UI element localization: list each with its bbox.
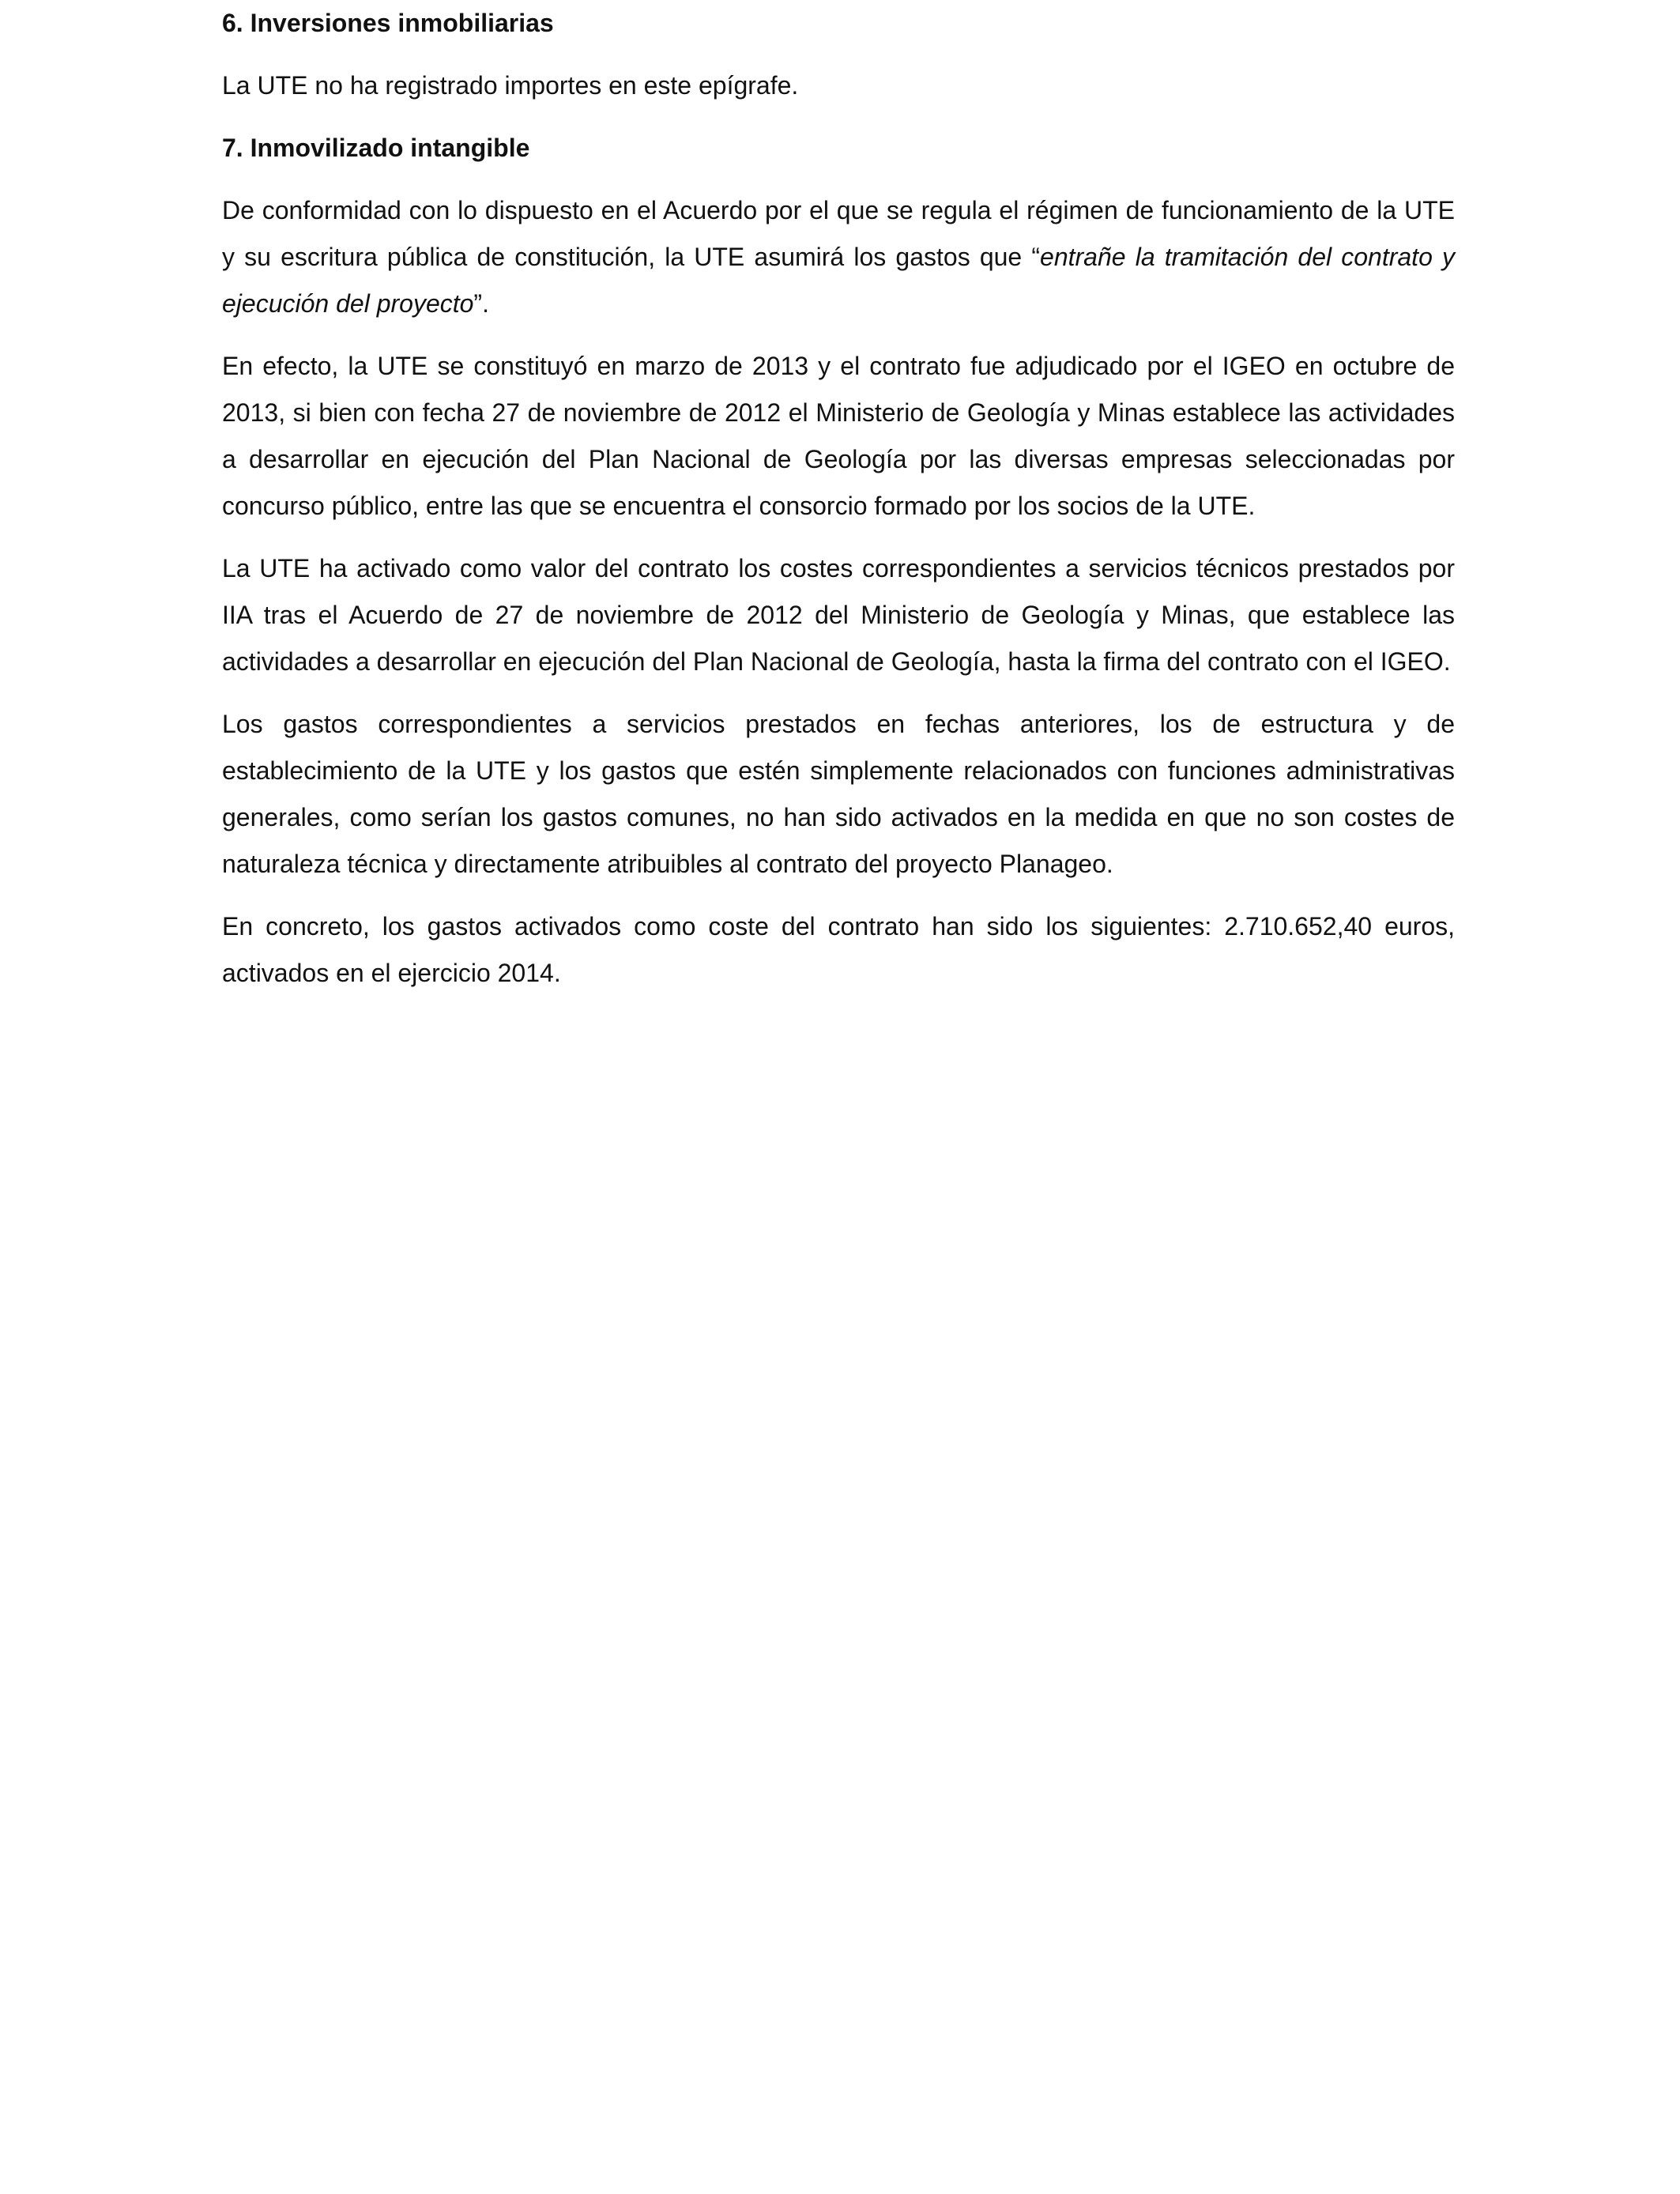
section-7-paragraph-4: Los gastos correspondientes a servicios prestados en fechas anteriores, los de estructura y de establecimiento de la UTE y los gastos que estén simplemente relacionados con funciones administrativas generales, como serían los gastos comunes, no han sido activados en la medida en que no son costes de naturaleza técnica y directamente atribuibles al contrato del proyecto Planageo.	[222, 710, 1455, 878]
section-7-paragraph-2: En efecto, la UTE se constituyó en marzo de 2013 y el contrato fue adjudicado por el IGEO en octubre de 2013, si bien con fecha 27 de noviembre de 2012 el Ministerio de Geología y Minas establece las actividades a desarrollar en ejecución del Plan Nacional de Geología por las diversas empresas seleccionadas por concurso público, entre las que se encuentra el consorcio formado por los socios de la UTE.	[222, 352, 1455, 520]
p1-text-after: ”.	[473, 289, 489, 318]
section-7-paragraph-5: En concreto, los gastos activados como coste del contrato han sido los siguientes: 2.710.652,40 euros, activados en el ejercicio 2014.	[222, 912, 1455, 987]
section-6-heading: 6. Inversiones inmobiliarias	[222, 9, 554, 37]
section-7-heading: 7. Inmovilizado intangible	[222, 134, 530, 162]
p1-quoted-italic: entrañe la tramitación del contrato y ejecución del proyecto	[222, 243, 1456, 318]
section-6-text: La UTE no ha registrado importes en este epígrafe.	[222, 71, 799, 100]
document-body	[222, 0, 1455, 997]
section-7-paragraph-3: La UTE ha activado como valor del contrato los costes correspondientes a servicios técnicos prestados por IIA tras el Acuerdo de 27 de noviembre de 2012 del Ministerio de Geología y Minas, que establece las actividades a desarrollar en ejecución del Plan Nacional de Geología, hasta la firma del contrato con el IGEO.	[222, 554, 1455, 676]
section-7-paragraph-1	[222, 187, 1455, 327]
p1-text-before: De conformidad con lo dispuesto en el Acuerdo por el que se regula el régimen de funcionamiento de la UTE y su escritura pública de constitución, la UTE asumirá los gastos que “	[222, 196, 1455, 271]
